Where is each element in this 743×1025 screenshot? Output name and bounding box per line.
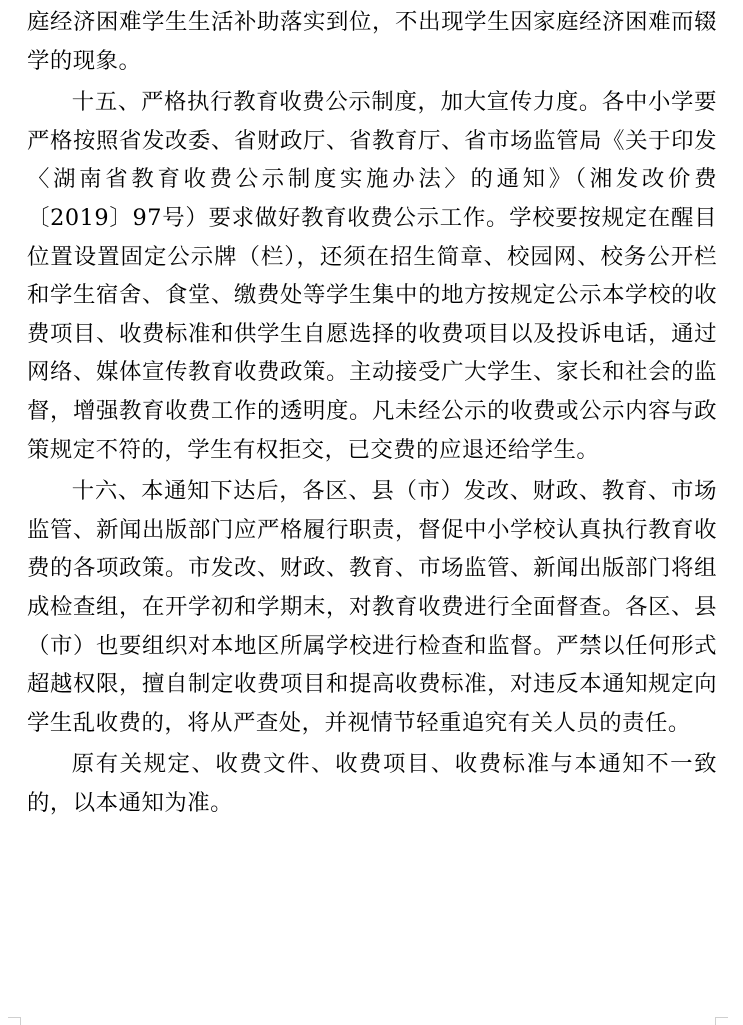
paragraph-continuation: 庭经济困难学生生活补助落实到位，不出现学生因家庭经济困难而辍学的现象。 xyxy=(27,9,717,74)
paragraph-closing: 原有关规定、收费文件、收费项目、收费标准与本通知不一致的，以本通知为准。 xyxy=(27,751,717,816)
document-body xyxy=(27,3,717,822)
paragraph-item-15: 十五、严格执行教育收费公示制度，加大宣传力度。各中小学要严格按照省发改委、省财政厅、省教育厅、省市场监管局《关于印发〈湖南省教育收费公示制度实施办法〉的通知》（湘发改价费〔2019〕97号）要求做好教育收费公示工作。学校要按规定在醒目位置设置固定公示牌（栏），还须在招生简章、校园网、校务公开栏和学生宿舍、食堂、缴费处等学生集中的地方按规定公示本学校的收费项目、收费标准和供学生自愿选择的收费项目以及投诉电话，通过网络、媒体宣传教育收费政策。主动接受广大学生、家长和社会的监督，增强教育收费工作的透明度。凡未经公示的收费或公示内容与政策规定不符的，学生有权拒交，已交费的应退还给学生。 xyxy=(27,89,717,463)
paragraph-item-16: 十六、本通知下达后，各区、县（市）发改、财政、教育、市场监管、新闻出版部门应严格履行职责，督促中小学校认真执行教育收费的各项政策。市发改、财政、教育、市场监管、新闻出版部门将组成检查组，在开学初和学期末，对教育收费进行全面督查。各区、县（市）也要组织对本地区所属学校进行检查和监督。严禁以任何形式超越权限，擅自制定收费项目和提高收费标准，对违反本通知规定向学生乱收费的，将从严查处，并视情节轻重追究有关人员的责任。 xyxy=(27,478,717,736)
